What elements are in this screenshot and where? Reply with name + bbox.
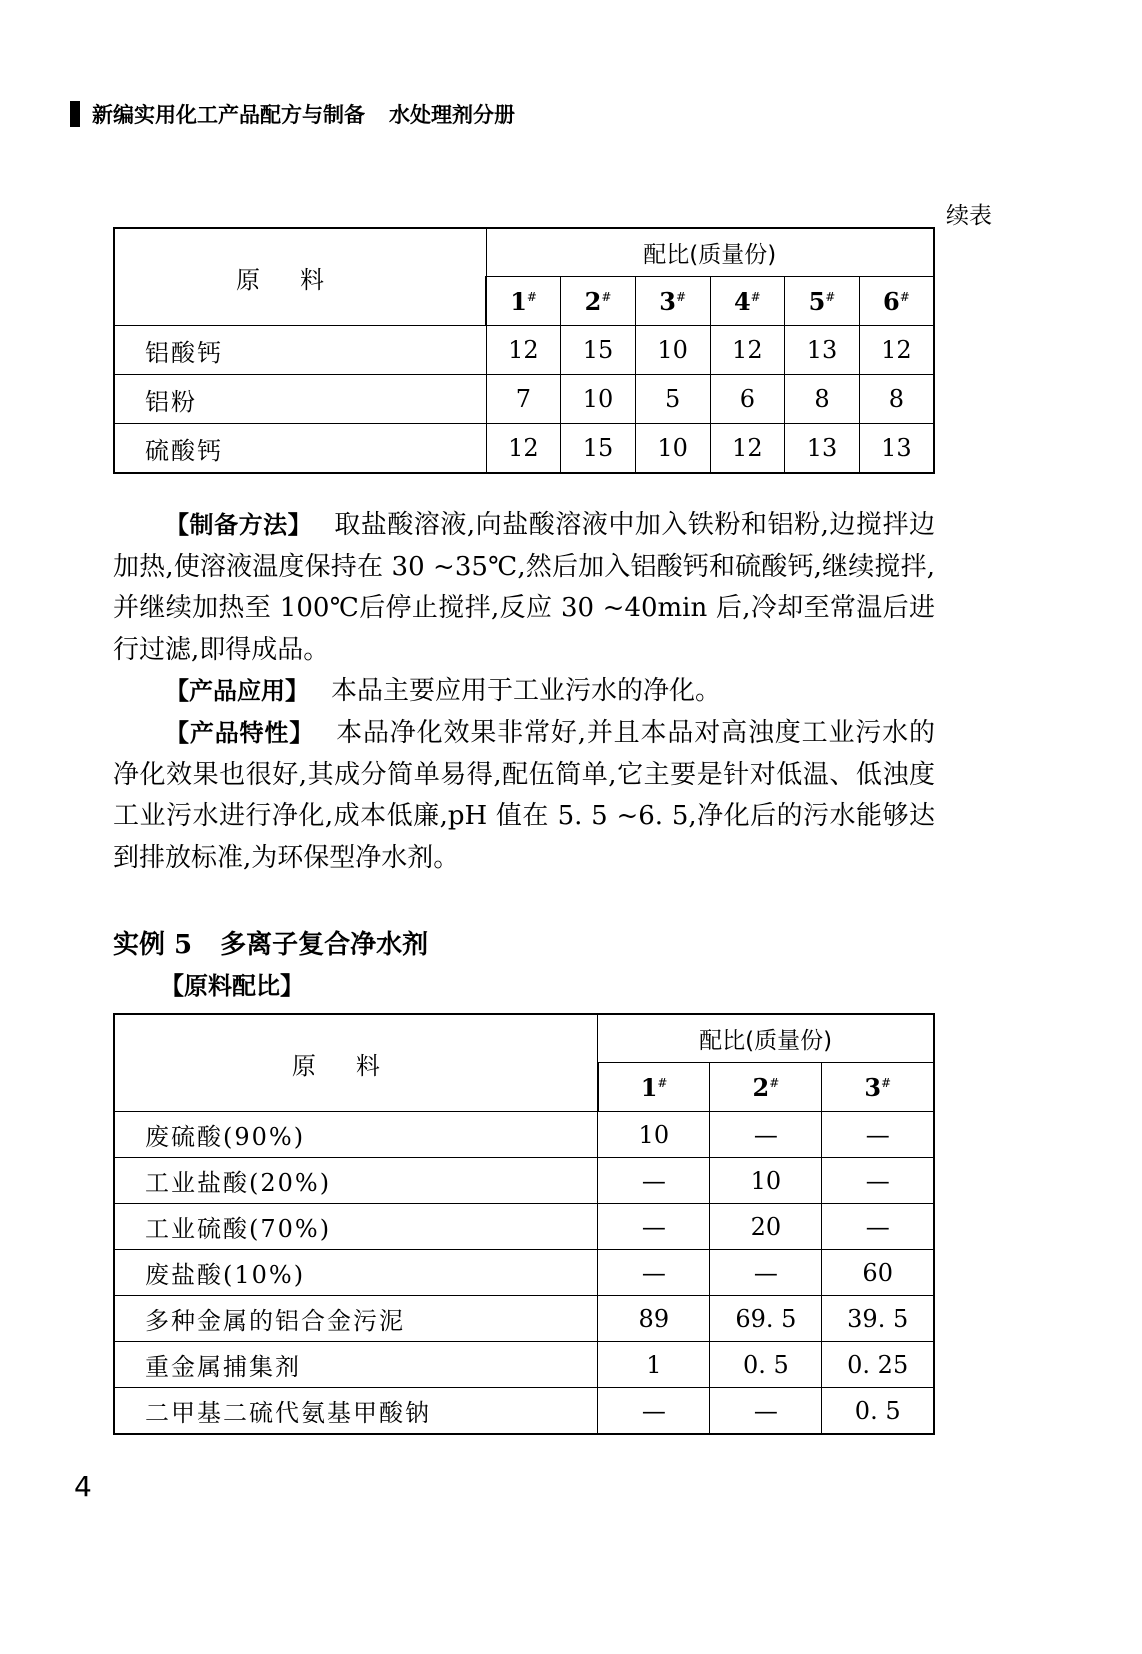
formula-mark: # bbox=[769, 1075, 780, 1090]
ratio-cell: 8 bbox=[859, 375, 934, 424]
example-name: 多离子复合净水剂 bbox=[220, 930, 429, 960]
ratio-cell: 12 bbox=[486, 326, 561, 375]
ratio-cell: — bbox=[598, 1158, 710, 1204]
ratio-cell: — bbox=[598, 1388, 710, 1435]
ratio-cell: 12 bbox=[859, 326, 934, 375]
formula-number: 1 bbox=[510, 286, 527, 316]
example-heading bbox=[113, 924, 428, 961]
formula-column-header bbox=[859, 277, 934, 326]
raw-material-name: 二甲基二硫代氨基甲酸钠 bbox=[114, 1388, 598, 1435]
formula-column-header bbox=[785, 277, 860, 326]
recipe-table-continued bbox=[113, 227, 935, 474]
ratio-header: 配比(质量份) bbox=[486, 228, 934, 277]
ratio-cell: 12 bbox=[710, 424, 785, 474]
volume-title: 水处理剂分册 bbox=[389, 103, 515, 127]
table-row bbox=[114, 326, 934, 375]
ratio-cell: — bbox=[822, 1204, 934, 1250]
product-features-paragraph bbox=[113, 713, 935, 879]
table-row bbox=[114, 1158, 934, 1204]
formula-number: 4 bbox=[733, 286, 751, 316]
raw-material-name: 硫酸钙 bbox=[114, 424, 486, 474]
ratio-cell: 10 bbox=[635, 326, 710, 375]
raw-material-name: 铝酸钙 bbox=[114, 326, 486, 375]
table-row bbox=[114, 1204, 934, 1250]
raw-material-name: 废硫酸(90%) bbox=[114, 1112, 598, 1158]
ratio-cell: 39. 5 bbox=[822, 1296, 934, 1342]
ratio-cell: 89 bbox=[598, 1296, 710, 1342]
ratio-cell: — bbox=[822, 1112, 934, 1158]
raw-material-header: 原料 bbox=[114, 1014, 598, 1112]
ratio-cell: 1 bbox=[598, 1342, 710, 1388]
ratio-header: 配比(质量份) bbox=[598, 1014, 934, 1063]
running-head bbox=[70, 100, 515, 128]
formula-number: 1 bbox=[640, 1072, 658, 1102]
formula-number: 2 bbox=[752, 1072, 770, 1102]
ratio-cell: — bbox=[710, 1388, 822, 1435]
ratio-cell: — bbox=[710, 1112, 822, 1158]
formula-number: 3 bbox=[659, 286, 676, 316]
table-row bbox=[114, 1296, 934, 1342]
raw-material-name: 废盐酸(10%) bbox=[114, 1250, 598, 1296]
preparation-method-text: 取盐酸溶液,向盐酸溶液中加入铁粉和铝粉,边搅拌边加热,使溶液温度保持在 30 ~35℃,然后加入铝酸钙和硫酸钙,继续搅拌,并继续加热至 100℃后停止搅拌,反应 30 ~40min 后,冷却至常温后进行过滤,即得成品。 bbox=[113, 510, 936, 665]
formula-mark: # bbox=[675, 289, 687, 304]
ratio-cell: 12 bbox=[710, 326, 785, 375]
ratio-cell: — bbox=[598, 1250, 710, 1296]
ratio-cell: 10 bbox=[598, 1112, 710, 1158]
book-title: 新编实用化工产品配方与制备 bbox=[92, 103, 365, 127]
formula-column-header bbox=[710, 277, 785, 326]
formula-mark: # bbox=[825, 289, 836, 304]
ratio-cell: — bbox=[598, 1204, 710, 1250]
preparation-method-label: 【制备方法】 bbox=[165, 511, 313, 539]
continued-table-label: 续表 bbox=[946, 203, 992, 229]
ratio-cell: 5 bbox=[635, 375, 710, 424]
ratio-cell: 15 bbox=[561, 326, 636, 375]
example-number: 实例 5 bbox=[113, 930, 193, 960]
ratio-cell: 20 bbox=[710, 1204, 822, 1250]
page-number: 4 bbox=[74, 1470, 92, 1503]
raw-material-header: 原料 bbox=[114, 228, 486, 326]
table-row bbox=[114, 424, 934, 474]
formula-column-header bbox=[561, 277, 636, 326]
ratio-cell: — bbox=[822, 1158, 934, 1204]
ratio-cell: 0. 5 bbox=[822, 1388, 934, 1435]
recipe-table-example5 bbox=[113, 1013, 935, 1435]
ratio-cell: 10 bbox=[561, 375, 636, 424]
formula-number: 5 bbox=[808, 286, 826, 316]
product-features-text: 本品净化效果非常好,并且本品对高浊度工业污水的净化效果也很好,其成分简单易得,配伍简单,它主要是针对低温、低浊度工业污水进行净化,成本低廉,pH 值在 5. 5 ~6. 5,净化后的污水能够达到排放标准,为环保型净水剂。 bbox=[113, 718, 936, 873]
ratio-cell: 6 bbox=[710, 375, 785, 424]
table-row bbox=[114, 1250, 934, 1296]
ratio-cell: 10 bbox=[635, 424, 710, 474]
formula-number: 3 bbox=[864, 1072, 882, 1102]
formula-mark: # bbox=[750, 289, 761, 304]
table-row bbox=[114, 1342, 934, 1388]
product-application-label: 【产品应用】 bbox=[165, 677, 309, 705]
raw-material-name: 重金属捕集剂 bbox=[114, 1342, 598, 1388]
formula-number: 2 bbox=[584, 286, 602, 316]
formula-column-header bbox=[710, 1063, 822, 1112]
product-application-paragraph bbox=[113, 671, 935, 713]
ratio-cell: 10 bbox=[710, 1158, 822, 1204]
formula-mark: # bbox=[899, 289, 910, 304]
formula-mark: # bbox=[526, 289, 537, 304]
raw-material-name: 工业硫酸(70%) bbox=[114, 1204, 598, 1250]
ratio-cell: 69. 5 bbox=[710, 1296, 822, 1342]
ratio-cell: 13 bbox=[785, 326, 860, 375]
product-features-label: 【产品特性】 bbox=[165, 719, 315, 747]
formula-column-header bbox=[635, 277, 710, 326]
ratio-cell: 8 bbox=[785, 375, 860, 424]
preparation-method-paragraph bbox=[113, 505, 935, 671]
formula-column-header bbox=[486, 277, 561, 326]
header-bar-mark bbox=[70, 101, 80, 127]
ratio-cell: 12 bbox=[486, 424, 561, 474]
formula-column-header bbox=[598, 1063, 710, 1112]
table-row bbox=[114, 1388, 934, 1435]
product-application-text: 本品主要应用于工业污水的净化。 bbox=[331, 676, 722, 706]
table-row bbox=[114, 375, 934, 424]
ratio-cell: 0. 5 bbox=[710, 1342, 822, 1388]
ratio-cell: 7 bbox=[486, 375, 561, 424]
ratio-cell: 15 bbox=[561, 424, 636, 474]
raw-material-name: 工业盐酸(20%) bbox=[114, 1158, 598, 1204]
formula-column-header bbox=[822, 1063, 934, 1112]
ratio-cell: — bbox=[710, 1250, 822, 1296]
raw-material-name: 多种金属的铝合金污泥 bbox=[114, 1296, 598, 1342]
ratio-cell: 13 bbox=[785, 424, 860, 474]
formula-mark: # bbox=[881, 1075, 892, 1090]
raw-material-ratio-label: 【原料配比】 bbox=[160, 972, 304, 1000]
ratio-cell: 60 bbox=[822, 1250, 934, 1296]
table-row bbox=[114, 1112, 934, 1158]
formula-mark: # bbox=[657, 1075, 668, 1090]
formula-number: 6 bbox=[883, 286, 900, 316]
ratio-cell: 13 bbox=[859, 424, 934, 474]
formula-mark: # bbox=[601, 289, 612, 304]
ratio-cell: 0. 25 bbox=[822, 1342, 934, 1388]
raw-material-name: 铝粉 bbox=[114, 375, 486, 424]
